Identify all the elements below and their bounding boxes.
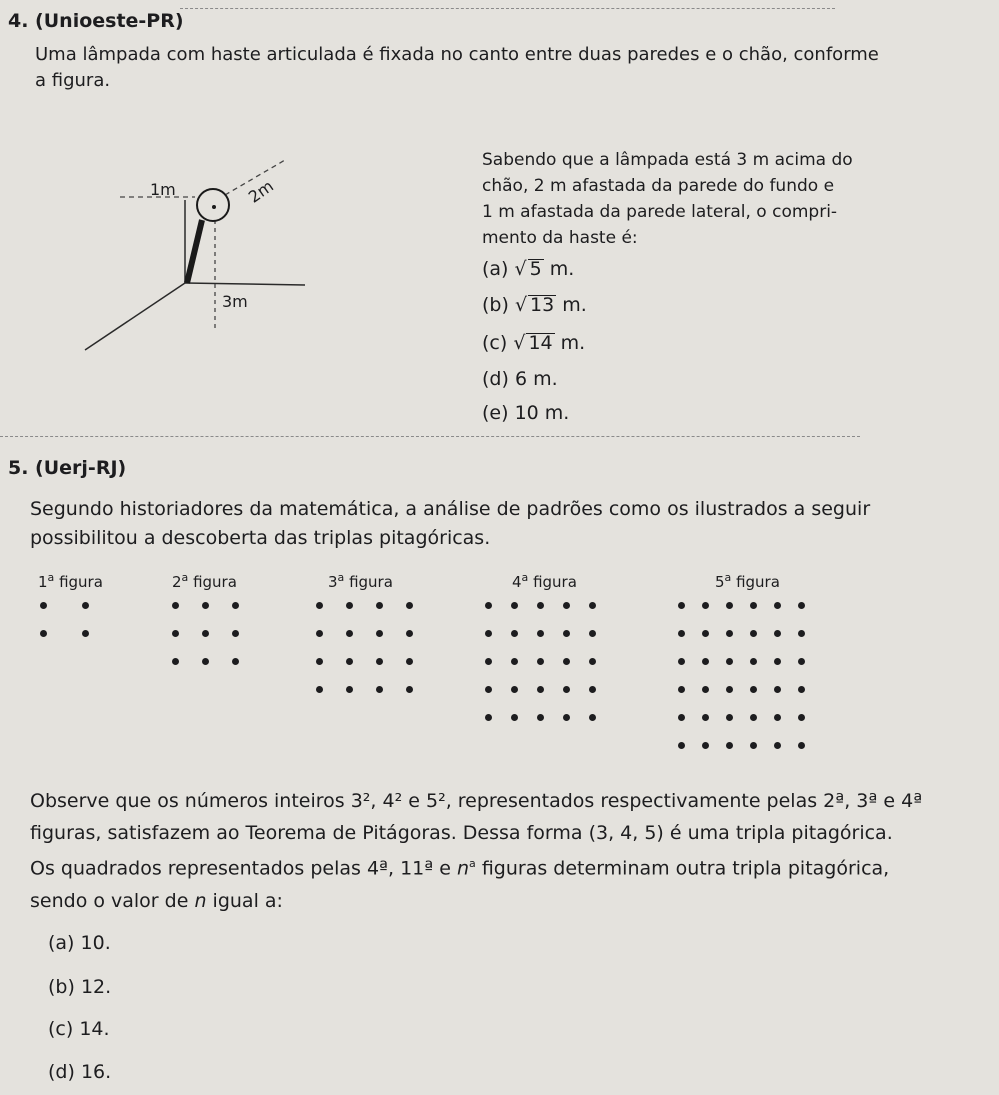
q4-side-line2: chão, 2 m afastada da parede do fundo e	[482, 176, 835, 196]
dot	[563, 658, 570, 665]
q4-option-a-radicand: 5	[529, 258, 542, 280]
dot	[726, 714, 733, 721]
dot	[750, 714, 757, 721]
q4-side-line4: mento da haste é:	[482, 228, 638, 248]
fig-label-2: 2$^a$ figura	[172, 571, 237, 591]
q4-option-d-letter: (d)	[482, 368, 509, 390]
fig-label-3: 3$^a$ figura	[328, 571, 393, 591]
dot	[172, 630, 179, 637]
dot	[316, 658, 323, 665]
q5-option-a[interactable]: (a) 10.	[48, 932, 111, 954]
dot	[678, 630, 685, 637]
dot	[702, 630, 709, 637]
q4-heading: 4. (Unioeste-PR)	[8, 10, 184, 32]
floor-side-line	[85, 283, 185, 350]
dot	[678, 742, 685, 749]
dot	[82, 602, 89, 609]
q5-option-c[interactable]: (c) 14.	[48, 1018, 110, 1040]
dot	[511, 686, 518, 693]
dot	[798, 742, 805, 749]
q4-option-e[interactable]	[482, 402, 569, 424]
q5-intro-line2: possibilitou a descoberta das triplas pitagóricas.	[30, 527, 491, 549]
dot	[702, 742, 709, 749]
dot	[589, 714, 596, 721]
dot	[537, 714, 544, 721]
lamp-figure	[80, 125, 310, 360]
q4-option-c[interactable]	[482, 332, 585, 354]
dot	[678, 602, 685, 609]
dot	[678, 714, 685, 721]
q5-option-d[interactable]: (d) 16.	[48, 1061, 112, 1083]
dot	[563, 686, 570, 693]
dot	[511, 714, 518, 721]
dot	[316, 686, 323, 693]
dot	[726, 742, 733, 749]
q4-side-line1: Sabendo que a lâmpada está 3 m acima do	[482, 150, 853, 170]
dot	[537, 630, 544, 637]
fig-label-4: 4$^a$ figura	[512, 571, 577, 591]
math-ordinals-2: 4ª, 11ª e	[366, 857, 451, 880]
dot	[702, 658, 709, 665]
dot	[726, 658, 733, 665]
lamp-circle	[197, 189, 229, 221]
dot	[172, 658, 179, 665]
dot	[40, 602, 47, 609]
haste-rod	[187, 220, 202, 283]
dot	[774, 686, 781, 693]
q5-obs-line3: Os quadrados representados pelas 4ª, 11ª e $n^a$ figuras determinam outra tripla pitagórica,	[30, 857, 890, 880]
q4-option-a[interactable]	[482, 258, 574, 280]
q5-obs-line2: figuras, satisfazem ao Teorema de Pitágoras. Dessa forma (3, 4, 5) é uma tripla pitagórica.	[30, 822, 893, 844]
dot	[702, 714, 709, 721]
q5-option-b[interactable]: (b) 12.	[48, 976, 112, 998]
dot	[202, 630, 209, 637]
dot	[798, 714, 805, 721]
dot	[798, 630, 805, 637]
q5-obs-line4: sendo o valor de n igual a:	[30, 890, 283, 912]
dot	[485, 714, 492, 721]
dot	[406, 602, 413, 609]
dot	[376, 602, 383, 609]
dot	[232, 658, 239, 665]
dot	[774, 602, 781, 609]
dot	[406, 630, 413, 637]
dot	[202, 658, 209, 665]
fig-label-1: 1$^a$ figura	[38, 571, 103, 591]
dot	[563, 714, 570, 721]
dot	[485, 630, 492, 637]
dot	[376, 630, 383, 637]
q4-option-e-text: 10 m.	[514, 402, 570, 424]
sqrt-icon: √	[513, 332, 526, 354]
dot	[376, 658, 383, 665]
q5-heading: 5. (Uerj-RJ)	[8, 457, 127, 479]
dot	[537, 658, 544, 665]
dot	[537, 686, 544, 693]
dot	[798, 658, 805, 665]
dot	[511, 630, 518, 637]
dot	[40, 630, 47, 637]
dot	[172, 602, 179, 609]
dot	[726, 630, 733, 637]
dot	[485, 658, 492, 665]
lamp-center	[212, 205, 216, 209]
dot	[798, 686, 805, 693]
q4-option-c-radicand: 14	[528, 332, 553, 354]
dot	[726, 602, 733, 609]
fig-label-5: 5$^a$ figura	[715, 571, 780, 591]
dot	[376, 686, 383, 693]
dot	[750, 686, 757, 693]
q4-statement-line1: Uma lâmpada com haste articulada é fixada no canto entre duas paredes e o chão, conforme	[35, 44, 879, 65]
dot	[82, 630, 89, 637]
dot	[798, 602, 805, 609]
dot	[750, 742, 757, 749]
math-squares: 3², 4² e 5²	[350, 790, 446, 812]
dot	[346, 630, 353, 637]
dot	[316, 630, 323, 637]
dot	[702, 686, 709, 693]
dot	[589, 602, 596, 609]
q4-option-c-letter: (c)	[482, 332, 508, 354]
dot	[346, 658, 353, 665]
floor-back-line	[185, 283, 305, 285]
q4-option-a-unit: m.	[549, 258, 575, 280]
sqrt-icon: √	[514, 258, 527, 280]
dot	[485, 602, 492, 609]
dot	[774, 658, 781, 665]
dot	[316, 602, 323, 609]
dot	[750, 658, 757, 665]
dot	[726, 686, 733, 693]
dot	[511, 658, 518, 665]
dot	[589, 686, 596, 693]
dot	[511, 602, 518, 609]
dot	[774, 630, 781, 637]
dot	[774, 714, 781, 721]
dot	[346, 602, 353, 609]
dot	[589, 630, 596, 637]
q4-statement-line2: a figura.	[35, 70, 111, 91]
q4-option-b-radicand: 13	[530, 294, 555, 316]
mid-divider	[0, 436, 860, 437]
top-divider	[180, 8, 835, 9]
dot	[563, 602, 570, 609]
q4-option-b-letter: (b)	[482, 294, 509, 316]
dot	[702, 602, 709, 609]
q4-option-b[interactable]	[482, 294, 587, 316]
q4-option-c-unit: m.	[560, 332, 586, 354]
label-1m: 1m	[150, 180, 176, 199]
q4-option-d-text: 6 m.	[514, 368, 558, 390]
dot	[750, 602, 757, 609]
dot	[232, 602, 239, 609]
q4-side-line3: 1 m afastada da parede lateral, o compri-	[482, 202, 838, 222]
dot	[589, 658, 596, 665]
dot	[563, 630, 570, 637]
dot	[406, 686, 413, 693]
dot	[750, 630, 757, 637]
dot	[678, 686, 685, 693]
dot	[202, 602, 209, 609]
dot	[485, 686, 492, 693]
dot	[406, 658, 413, 665]
dot	[346, 686, 353, 693]
dot	[232, 630, 239, 637]
q4-option-d[interactable]	[482, 368, 558, 390]
math-triple: (3, 4, 5)	[588, 822, 664, 844]
sqrt-icon: √	[514, 294, 528, 316]
q5-obs-line1: Observe que os números inteiros 3², 4² e 5², representados respectivamente pelas 2ª, 3ª e 4ª	[30, 790, 923, 812]
label-2m: 2m	[244, 176, 277, 207]
dot	[678, 658, 685, 665]
q4-option-e-letter: (e)	[482, 402, 509, 424]
q4-option-a-letter: (a)	[482, 258, 509, 280]
label-3m: 3m	[222, 292, 248, 311]
q5-intro-line1: Segundo historiadores da matemática, a análise de padrões como os ilustrados a seguir	[30, 498, 871, 520]
dot	[774, 742, 781, 749]
q4-option-b-unit: m.	[562, 294, 587, 316]
dot	[537, 602, 544, 609]
math-ordinals-1: 2ª, 3ª e 4ª	[823, 790, 923, 812]
